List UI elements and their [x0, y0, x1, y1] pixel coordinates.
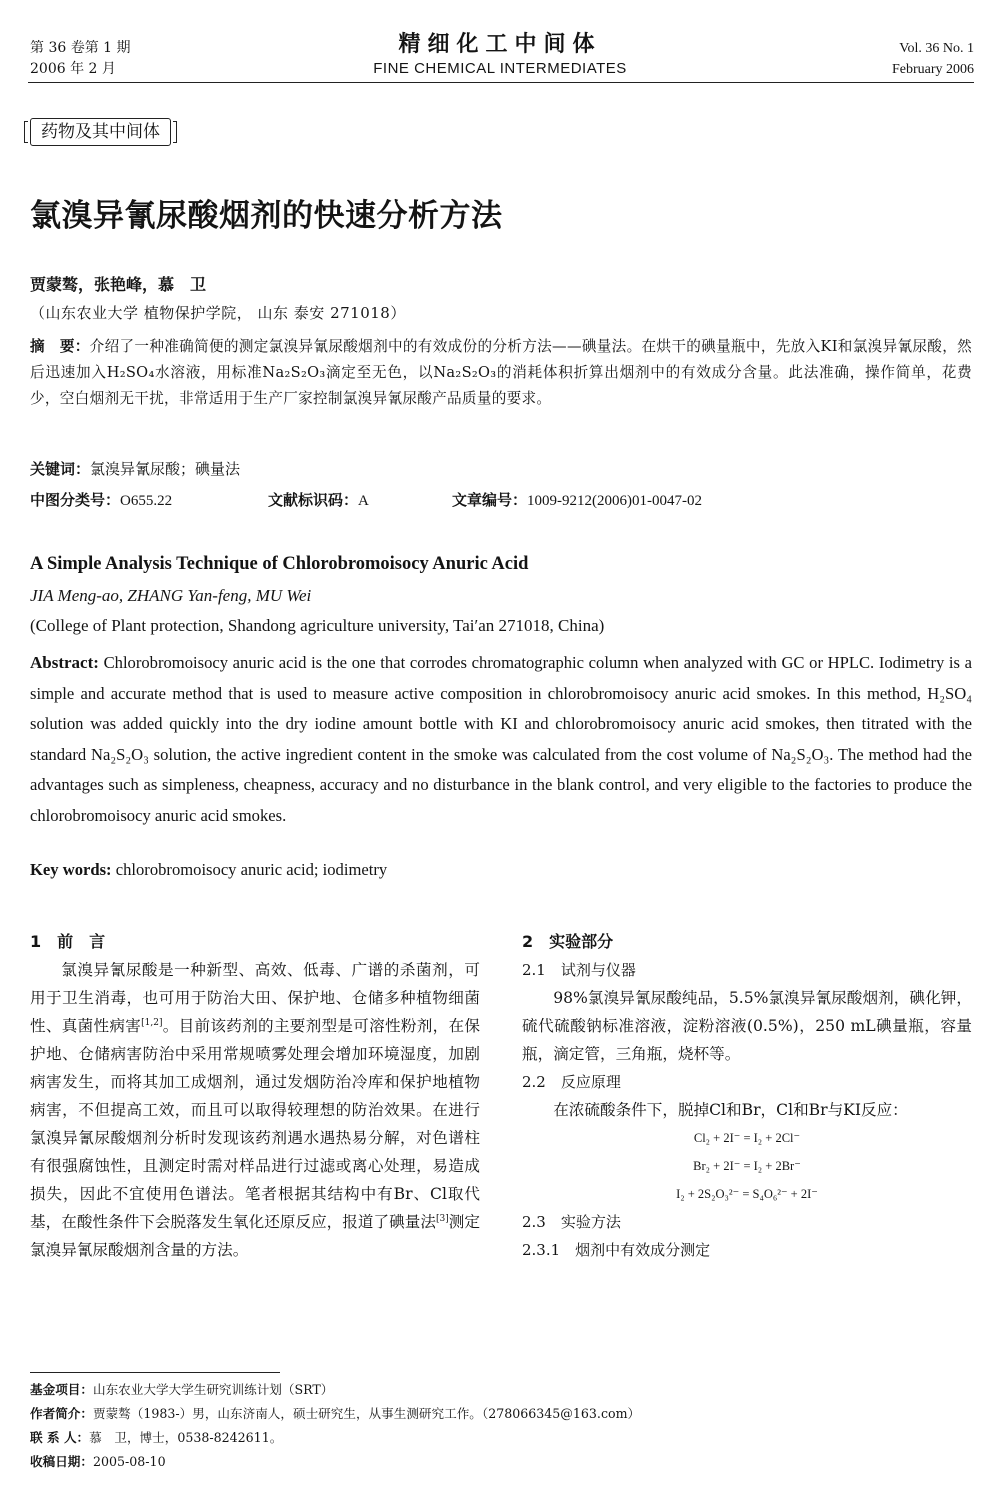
keywords-cn-text: 氯溴异氰尿酸；碘量法	[90, 460, 241, 478]
volume-en: Vol. 36 No. 1	[899, 41, 974, 56]
issue-cn: 第 36 卷第 1 期	[30, 40, 131, 56]
authors-cn: 贾蒙骜，张艳峰，慕 卫	[30, 275, 207, 294]
body-left-column	[30, 928, 480, 1264]
equation-1: Cl₂ + 2I⁻ = I₂ + 2Cl⁻	[693, 1131, 801, 1145]
body-right-column	[522, 928, 972, 1264]
footnotes	[30, 1378, 640, 1474]
header-volume-info	[892, 38, 974, 80]
fund-label: 基金项目：	[30, 1382, 93, 1397]
clc-value: O655.22	[120, 493, 173, 509]
received-label: 收稿日期：	[30, 1454, 93, 1469]
authors-en: JIA Meng-ao, ZHANG Yan-feng, MU Wei	[30, 586, 312, 605]
footnote-contact	[30, 1426, 640, 1450]
classification-article	[452, 489, 702, 510]
journal-masthead	[300, 30, 700, 80]
abstract-cn-label: 摘 要：	[30, 338, 90, 355]
equation-3: I₂ + 2S₂O₃²⁻ = S₄O₆²⁻ + 2I⁻	[676, 1187, 818, 1201]
intro-text-c: 测定氯溴异氰尿酸烟剂含量的方法。	[30, 1213, 480, 1259]
equation-2: Br₂ + 2I⁻ = I₂ + 2Br⁻	[693, 1159, 801, 1173]
footnote-received	[30, 1450, 640, 1474]
clc-label: 中图分类号：	[30, 491, 121, 509]
abstract-cn	[30, 334, 972, 412]
paper-title-en: A Simple Analysis Technique of Chlorobromoisocy Anuric Acid	[30, 554, 529, 574]
footnote-fund	[30, 1378, 640, 1402]
section-2-3-heading: 2.3 实验方法	[522, 1213, 621, 1231]
intro-text-a: 氯溴异氰尿酸是一种新型、高效、低毒、广谱的杀菌剂，可用于卫生消毒，也可用于防治大田、保护地、仓储多种植物细菌性、真菌性病害	[30, 961, 480, 1035]
section-2-1-heading: 2.1 试剂与仪器	[522, 961, 636, 979]
section-2-2-paragraph: 在浓硫酸条件下，脱掉Cl和Br，Cl和Br与KI反应：	[553, 1101, 908, 1119]
date-en: February 2006	[891, 62, 974, 77]
section-2-heading: 2 实验部分	[522, 932, 614, 951]
section-tag: 药物及其中间体	[30, 118, 171, 146]
paper-title-cn: 氯溴异氰尿酸烟剂的快速分析方法	[30, 198, 503, 234]
classification-doc	[268, 489, 369, 510]
classification-clc	[30, 489, 172, 510]
doc-code-label: 文献标识码：	[268, 491, 359, 509]
reference-1-2[interactable]: [1,2]	[141, 1017, 163, 1028]
doc-code-value: A	[358, 493, 369, 509]
section-1-heading: 1 前 言	[30, 932, 106, 951]
author-bio-label: 作者简介：	[30, 1406, 93, 1421]
article-no-value: 1009-9212(2006)01-0047-02	[527, 493, 702, 509]
section-2-1-paragraph: 98%氯溴异氰尿酸纯品，5.5%氯溴异氰尿酸烟剂，碘化钾，硫代硫酸钠标准溶液，淀粉溶液(0.5%)，250 mL碘量瓶，容量瓶，滴定管，三角瓶，烧杯等。	[522, 989, 972, 1063]
section-1-paragraph	[30, 956, 480, 1264]
abstract-en-label: Abstract:	[30, 653, 99, 672]
keywords-cn-label: 关键词：	[30, 460, 91, 478]
abstract-en	[30, 648, 972, 831]
contact-label: 联 系 人：	[30, 1430, 90, 1445]
section-2-3-1-heading: 2.3.1 烟剂中有效成分测定	[522, 1241, 711, 1259]
received-date: 2005-08-10	[92, 1454, 166, 1469]
author-bio-text: 贾蒙骜（1983-）男，山东济南人，硕士研究生，从事生测研究工作。（278066345@163.com）	[92, 1406, 641, 1421]
keywords-en	[30, 860, 387, 880]
footnote-divider	[30, 1372, 280, 1373]
keywords-en-text: chlorobromoisocy anuric acid; iodimetry	[115, 860, 388, 879]
contact-text: 慕 卫，博士，0538-8242611。	[89, 1430, 283, 1445]
article-no-label: 文章编号：	[452, 491, 528, 509]
footnote-author	[30, 1402, 640, 1426]
header-issue-info	[30, 38, 131, 80]
section-2-2-heading: 2.2 反应原理	[522, 1073, 621, 1091]
header-divider	[28, 82, 974, 83]
affiliation-cn: （山东农业大学 植物保护学院， 山东 泰安 271018）	[30, 304, 406, 322]
abstract-en-text: Chlorobromoisocy anuric acid is the one that corrodes chromatographic column when analyzed with GC or HPLC. Iodimetry is a simple and accurate method that is used to measure active composition in chlorobromoisocy anuric acid smokes. In this method, H₂SO₄ solution was added quickly into the dry iodine amount bottle with KI and chlorobromoisocy anuric acid smokes, then titrated with the standard Na₂S₂O₃ solution, the active ingredient content in the smoke was calculated from the cost volume of Na₂S₂O₃. The method had the advantages such as simpleness, cheapness, accuracy and no disturbance in the blank control, and very eligible to the factories to produce the chlorobromoisocy anuric acid smokes.	[30, 653, 972, 825]
keywords-en-label: Key words:	[30, 860, 112, 879]
journal-name-en: FINE CHEMICAL INTERMEDIATES	[373, 60, 627, 77]
intro-text-b: 。目前该药剂的主要剂型是可溶性粉剂，在保护地、仓储病害防治中采用常规喷雾处理会增加环境湿度，加剧病害发生，而将其加工成烟剂，通过发烟防治冷库和保护地植物病害，不但提高工效，而且可以取得较理想的防治效果。在进行氯溴异氰尿酸烟剂分析时发现该药剂遇水遇热易分解，对色谱柱有很强腐蚀性，且测定时需对样品进行过滤或离心处理，易造成损失，因此不宜使用色谱法。笔者根据其结构中有Br、Cl取代基，在酸性条件下会脱落发生氧化还原反应，报道了碘量法	[30, 1017, 480, 1231]
reference-3[interactable]: [3]	[436, 1213, 449, 1224]
abstract-cn-text: 介绍了一种准确简便的测定氯溴异氰尿酸烟剂中的有效成份的分析方法——碘量法。在烘干的碘量瓶中，先放入KI和氯溴异氰尿酸，然后迅速加入H₂SO₄水溶液，用标准Na₂S₂O₃滴定至无色，以Na₂S₂O₃的消耗体积折算出烟剂中的有效成分含量。此法准确，操作简单，花费少，空白烟剂无干扰，非常适用于生产厂家控制氯溴异氰尿酸产品质量的要求。	[30, 338, 973, 407]
keywords-cn	[30, 458, 240, 479]
journal-name-cn: 精细化工中间体	[398, 31, 602, 57]
fund-text: 山东农业大学大学生研究训练计划（SRT）	[92, 1382, 334, 1397]
affiliation-en: (College of Plant protection, Shandong agriculture university, Tai′an 271018, China)	[30, 616, 605, 635]
date-cn: 2006 年 2 月	[30, 61, 116, 77]
